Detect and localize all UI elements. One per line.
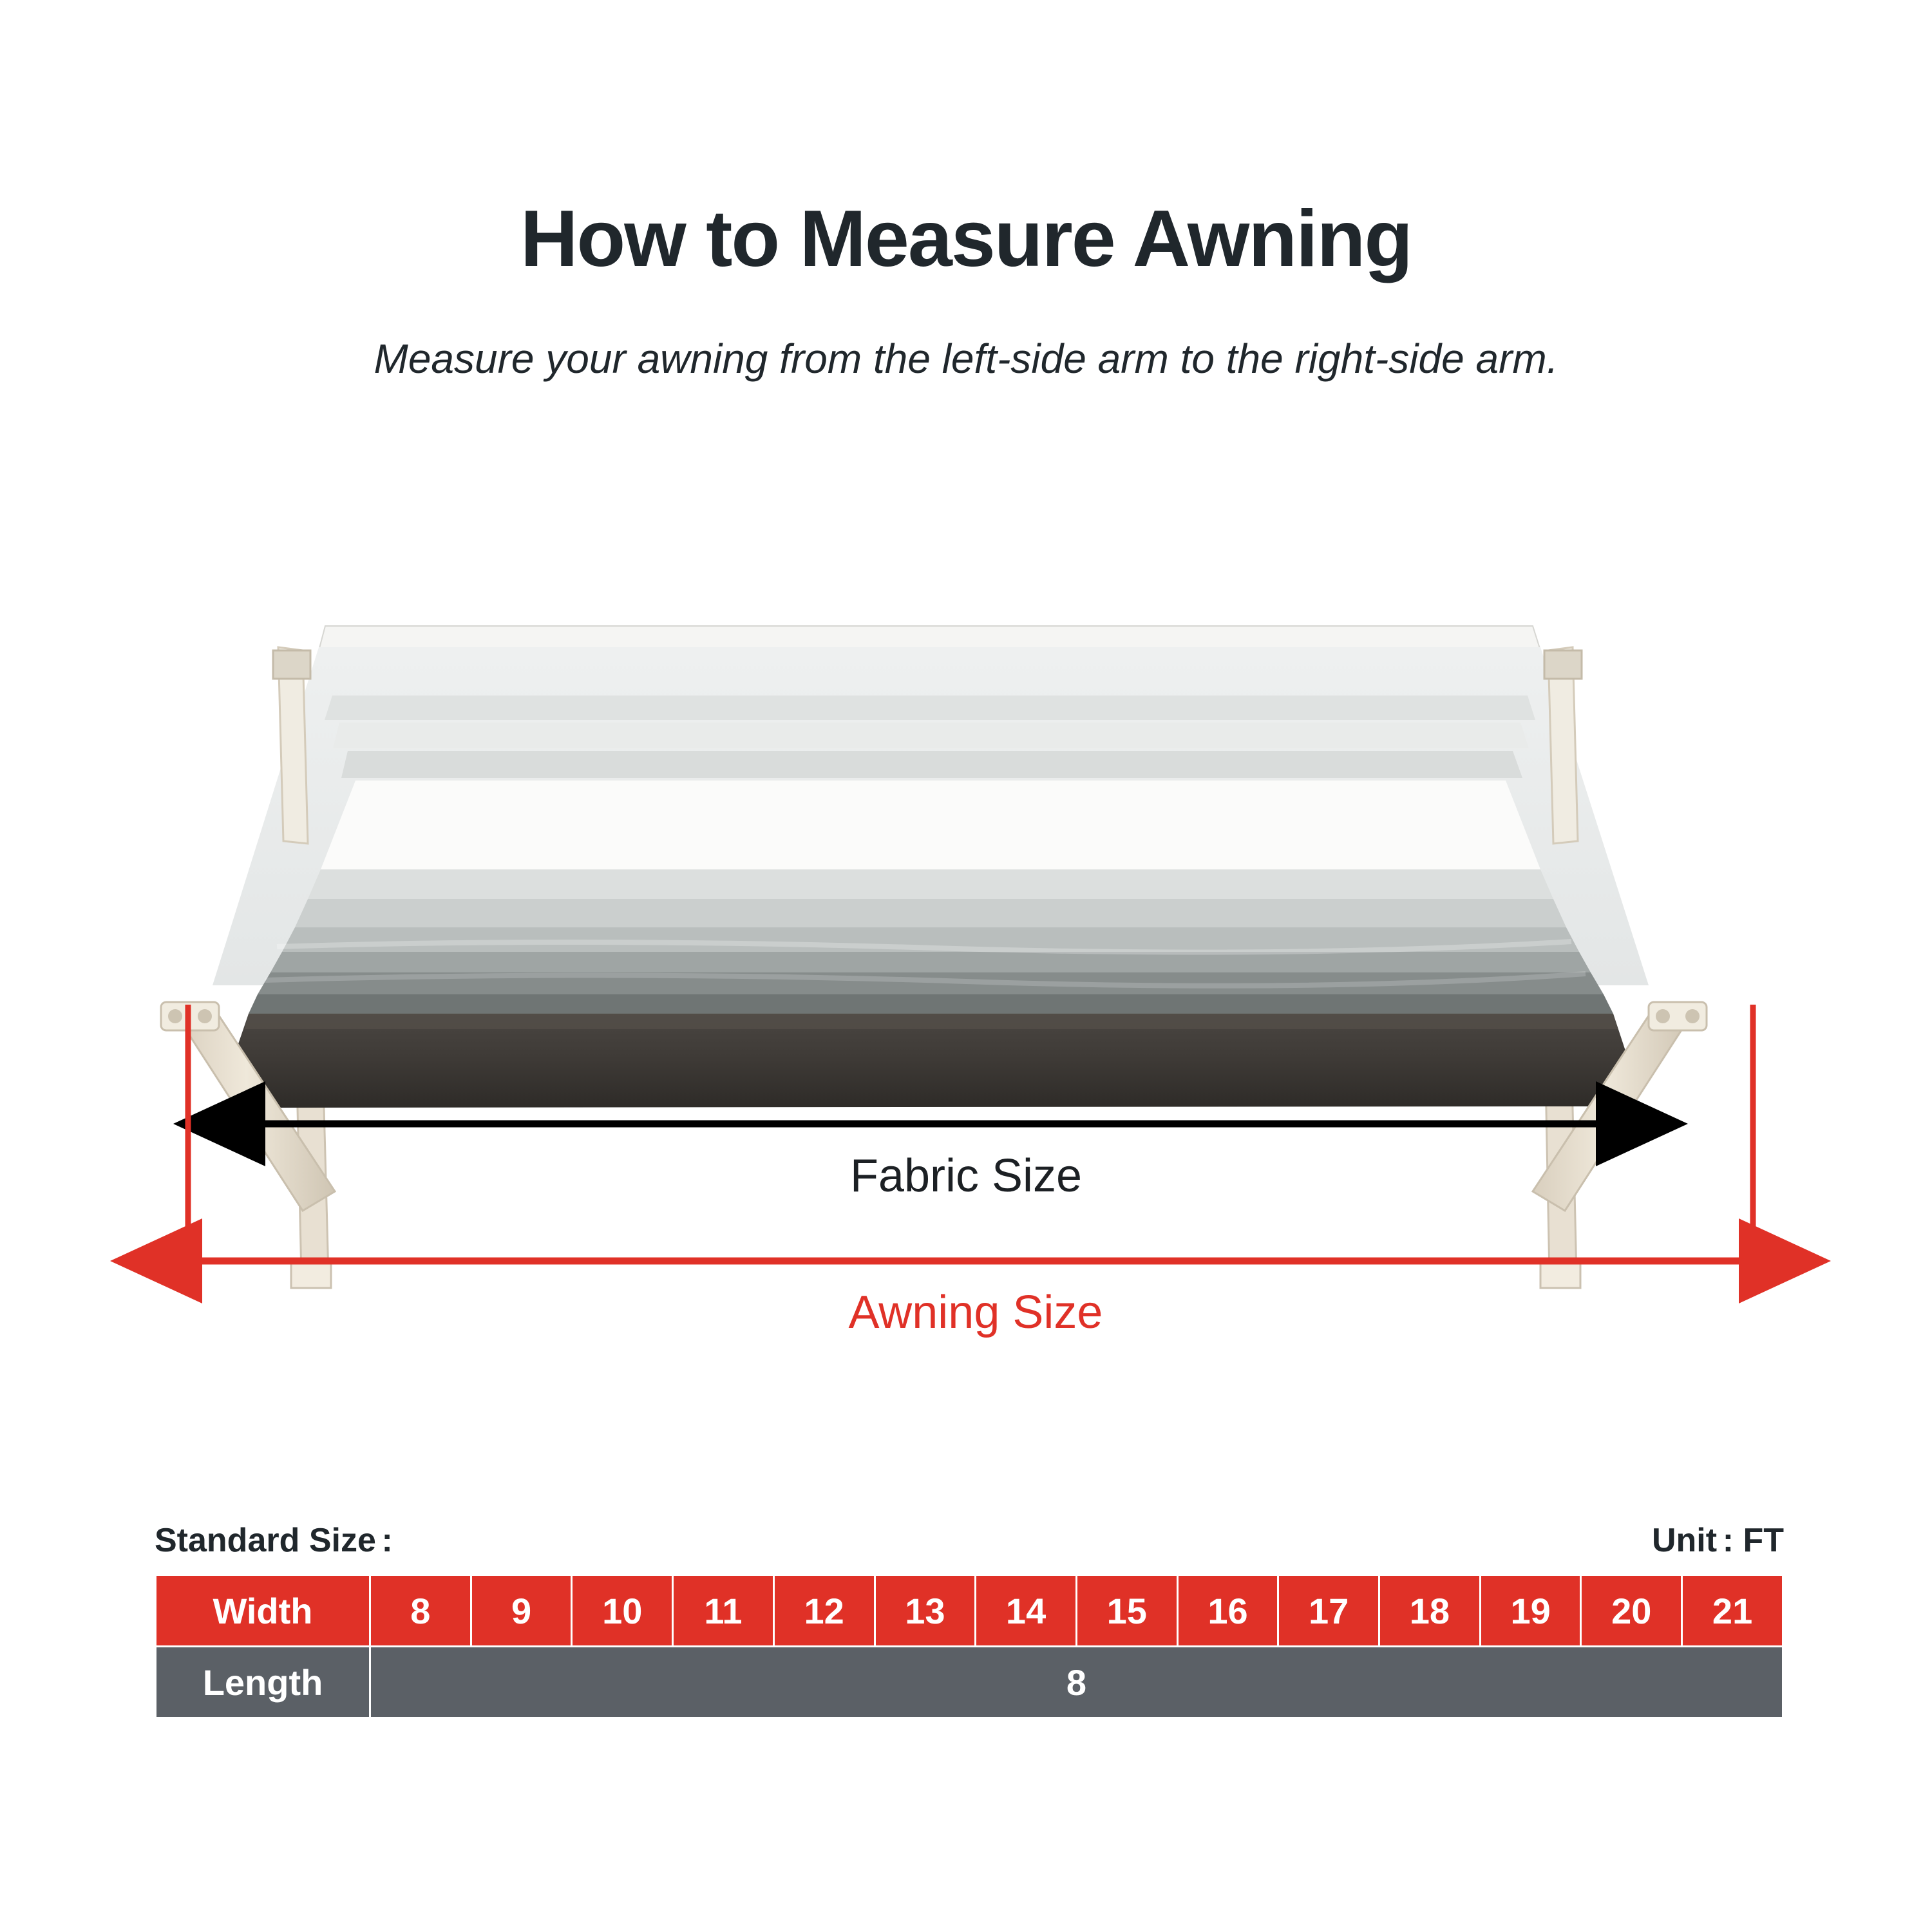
page-title: How to Measure Awning	[520, 194, 1412, 283]
width-row-label: Width	[156, 1576, 369, 1645]
length-value-cell: 8	[371, 1647, 1782, 1717]
fabric-size-measure	[251, 1124, 1610, 1202]
awning-fabric-canopy	[213, 626, 1649, 1108]
standard-size-label: Standard Size :	[155, 1522, 393, 1559]
width-cell-2: 10	[573, 1576, 672, 1645]
page-subtitle: Measure your awning from the left-side arm to the right-side arm.	[374, 336, 1558, 382]
width-cell-5: 13	[876, 1576, 975, 1645]
width-cell-12: 20	[1582, 1576, 1681, 1645]
width-cell-3: 11	[674, 1576, 773, 1645]
standard-size-table	[155, 1513, 1784, 1719]
awning-illustration	[0, 612, 1932, 1417]
width-cell-4: 12	[775, 1576, 874, 1645]
width-cell-11: 19	[1481, 1576, 1580, 1645]
unit-label: Unit : FT	[1651, 1522, 1784, 1559]
width-cell-8: 16	[1179, 1576, 1278, 1645]
width-cell-13: 21	[1683, 1576, 1782, 1645]
fabric-size-label: Fabric Size	[849, 1150, 1083, 1202]
width-cell-1: 9	[472, 1576, 571, 1645]
width-cell-0: 8	[371, 1576, 470, 1645]
width-cell-9: 17	[1279, 1576, 1378, 1645]
awning-size-label: Awning Size	[848, 1287, 1103, 1338]
table-header-row	[155, 1513, 1784, 1565]
table-row-length	[156, 1647, 1782, 1717]
width-cell-10: 18	[1380, 1576, 1479, 1645]
width-cell-7: 15	[1077, 1576, 1177, 1645]
width-cell-6: 14	[976, 1576, 1075, 1645]
length-row-label: Length	[156, 1647, 369, 1717]
size-grid	[155, 1574, 1784, 1719]
table-row-width	[156, 1576, 1782, 1645]
